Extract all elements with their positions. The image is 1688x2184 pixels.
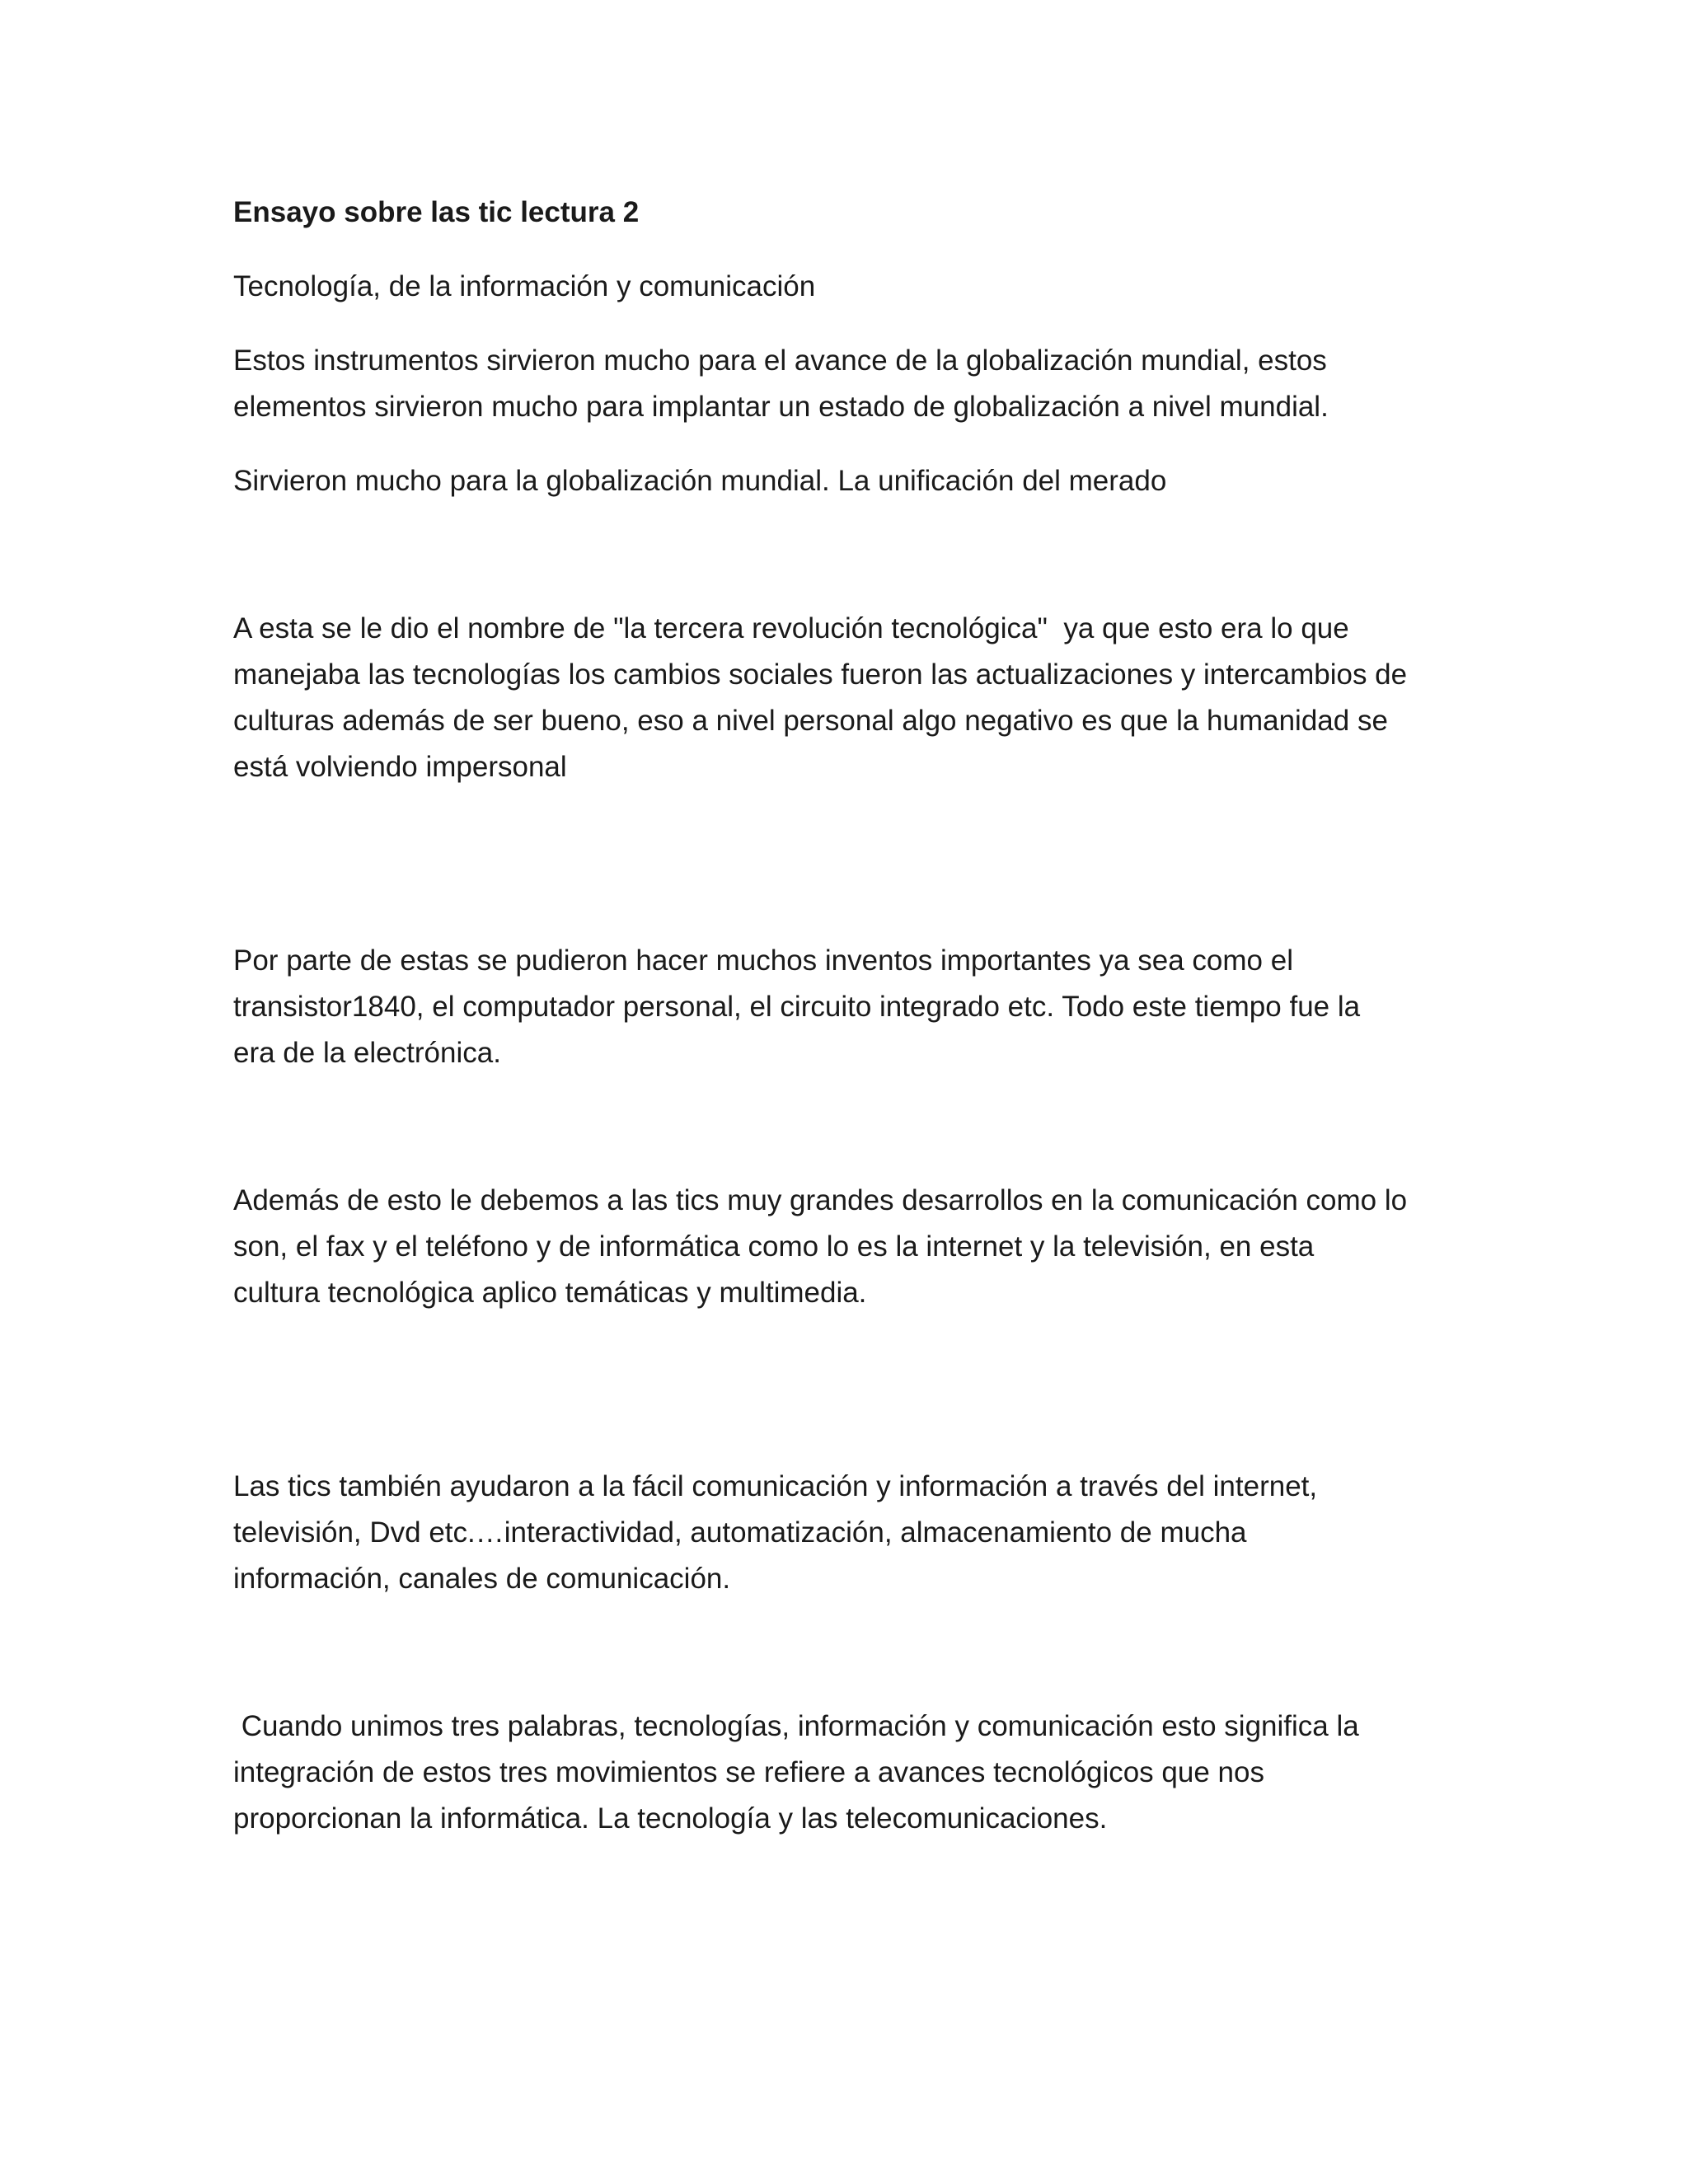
paragraph-line: Además de esto le debemos a las tics muy grandes desarrollos en la comunicación como lo [233, 1184, 1408, 1216]
paragraph-line: era de la electrónica. [233, 1037, 501, 1069]
paragraph-line: información, canales de comunicación. [233, 1563, 731, 1595]
paragraph-line: manejaba las tecnologías los cambios sociales fueron las actualizaciones y intercambios de [233, 658, 1408, 691]
paragraph-line: transistor1840, el computador personal, el circuito integrado etc. Todo este tiempo fue la [233, 991, 1361, 1023]
paragraph-line: integración de estos tres movimientos se refiere a avances tecnológicos que nos [233, 1756, 1264, 1788]
paragraph-line: está volviendo impersonal [233, 751, 567, 783]
paragraph-line: cultura tecnológica aplico temáticas y multimedia. [233, 1277, 867, 1309]
document-subtitle: Tecnología, de la información y comunicación [233, 270, 816, 302]
paragraph-line: Sirvieron mucho para la globalización mundial. La unificación del merado [233, 465, 1167, 497]
paragraph-line: A esta se le dio el nombre de "la tercera revolución tecnológica" ya que esto era lo que [233, 612, 1349, 644]
paragraph-line: Por parte de estas se pudieron hacer muchos inventos importantes ya sea como el [233, 944, 1293, 977]
paragraph-line: Cuando unimos tres palabras, tecnologías, información y comunicación esto significa la [233, 1710, 1359, 1742]
paragraph-line: elementos sirvieron mucho para implantar un estado de globalización a nivel mundial. [233, 391, 1329, 423]
paragraph-line: Las tics también ayudaron a la fácil comunicación y información a través del internet, [233, 1470, 1318, 1502]
paragraph-line: Estos instrumentos sirvieron mucho para el avance de la globalización mundial, estos [233, 344, 1327, 377]
paragraph-line: son, el fax y el teléfono y de informática como lo es la internet y la televisión, en esta [233, 1230, 1315, 1263]
paragraph-line: culturas además de ser bueno, eso a nivel personal algo negativo es que la humanidad se [233, 705, 1388, 737]
paragraph-line: proporcionan la informática. La tecnología y las telecomunicaciones. [233, 1802, 1108, 1835]
paragraph-line: televisión, Dvd etc.…interactividad, automatización, almacenamiento de mucha [233, 1516, 1247, 1549]
document-title: Ensayo sobre las tic lectura 2 [233, 196, 640, 228]
